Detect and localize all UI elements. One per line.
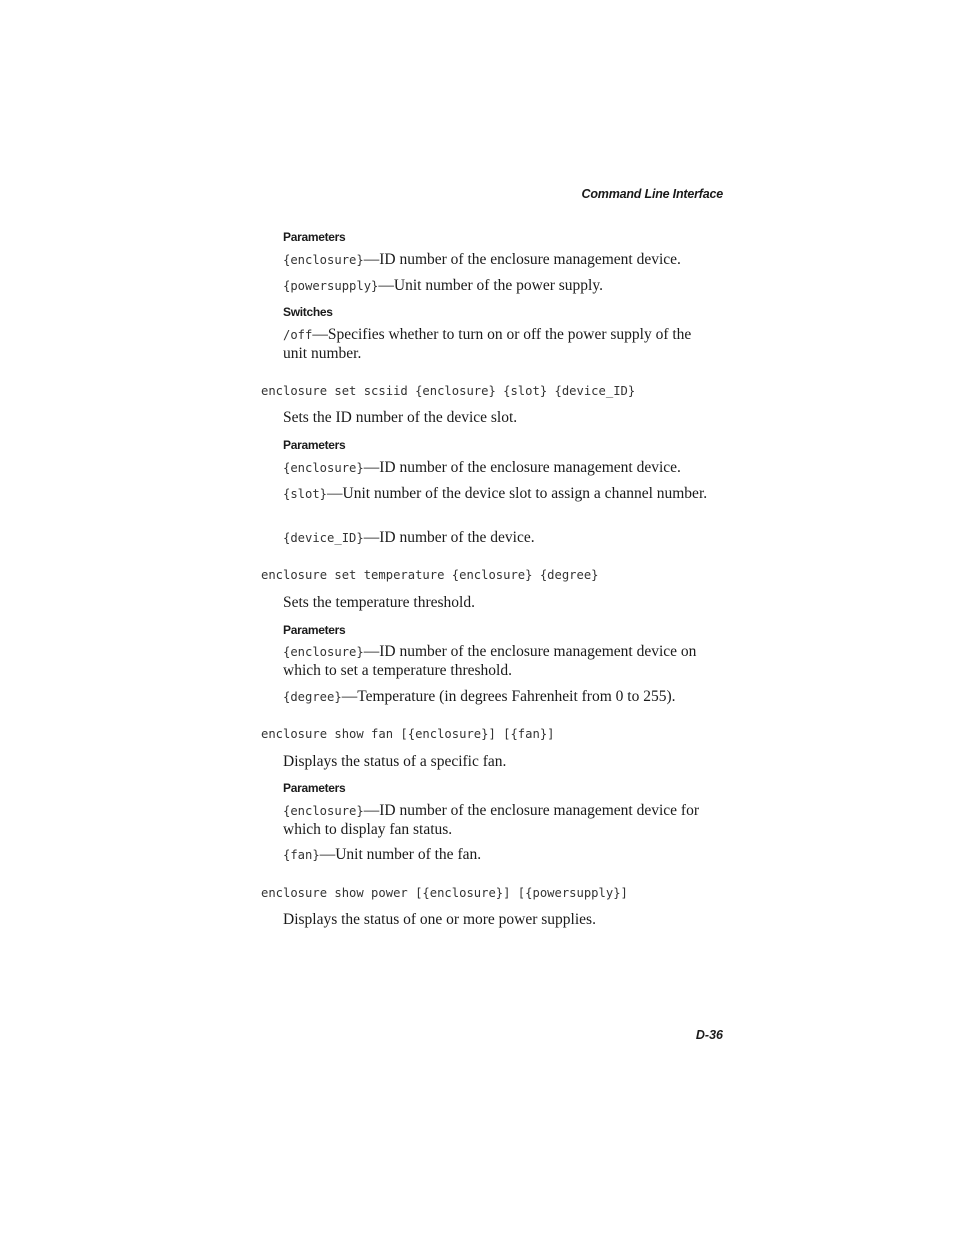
parameter-enclosure: [283, 802, 723, 839]
param-description: —ID number of the enclosure management device on which to set a temperature threshold.: [283, 643, 697, 679]
switches-heading: Switches: [283, 305, 333, 319]
command-syntax: enclosure show power [{enclosure}] [{powersupply}]: [261, 886, 628, 900]
command-syntax: enclosure set temperature {enclosure} {degree}: [261, 568, 599, 582]
param-description: —Unit number of the power supply.: [378, 277, 603, 294]
page-number: D-36: [695, 1028, 723, 1042]
switch-code: /off: [283, 328, 313, 342]
parameter-slot: [283, 485, 713, 504]
parameter-powersupply: [283, 277, 728, 296]
parameter-enclosure: [283, 643, 723, 680]
param-description: —Unit number of the fan.: [319, 846, 482, 863]
parameter-fan: [283, 846, 728, 865]
param-code: {fan}: [283, 848, 320, 862]
command-description: Sets the temperature threshold.: [283, 594, 475, 611]
param-code: {powersupply}: [283, 279, 379, 293]
switch-off: [283, 326, 718, 363]
command-description: Displays the status of a specific fan.: [283, 753, 507, 770]
running-header: Command Line Interface: [581, 187, 723, 201]
param-description: —Temperature (in degrees Fahrenheit from 0 to 255).: [341, 688, 676, 705]
param-description: —ID number of the enclosure management device.: [363, 251, 681, 268]
command-syntax: enclosure set scsiid {enclosure} {slot} {device_ID}: [261, 384, 636, 398]
parameter-degree: [283, 688, 728, 707]
param-code: {device_ID}: [283, 531, 364, 545]
param-code: {slot}: [283, 487, 328, 501]
param-description: —ID number of the enclosure management device.: [363, 459, 681, 476]
parameter-device-id: [283, 529, 728, 548]
parameters-heading: Parameters: [283, 781, 346, 795]
parameters-heading: Parameters: [283, 438, 346, 452]
parameter-enclosure: [283, 459, 728, 478]
parameters-heading: Parameters: [283, 623, 346, 637]
param-description: —ID number of the enclosure management device for which to display fan status.: [283, 802, 699, 838]
param-code: {enclosure}: [283, 804, 364, 818]
command-description: Sets the ID number of the device slot.: [283, 409, 518, 426]
parameters-heading: Parameters: [283, 230, 346, 244]
command-description: Displays the status of one or more power supplies.: [283, 911, 596, 928]
param-code: {enclosure}: [283, 461, 364, 475]
command-syntax: enclosure show fan [{enclosure}] [{fan}]: [261, 727, 555, 741]
parameter-enclosure: [283, 251, 728, 270]
param-description: —ID number of the device.: [363, 529, 535, 546]
param-code: {enclosure}: [283, 253, 364, 267]
param-description: —Unit number of the device slot to assign a channel number.: [327, 485, 708, 502]
switch-description: —Specifies whether to turn on or off the power supply of the unit number.: [283, 326, 692, 362]
param-code: {degree}: [283, 690, 342, 704]
param-code: {enclosure}: [283, 645, 364, 659]
